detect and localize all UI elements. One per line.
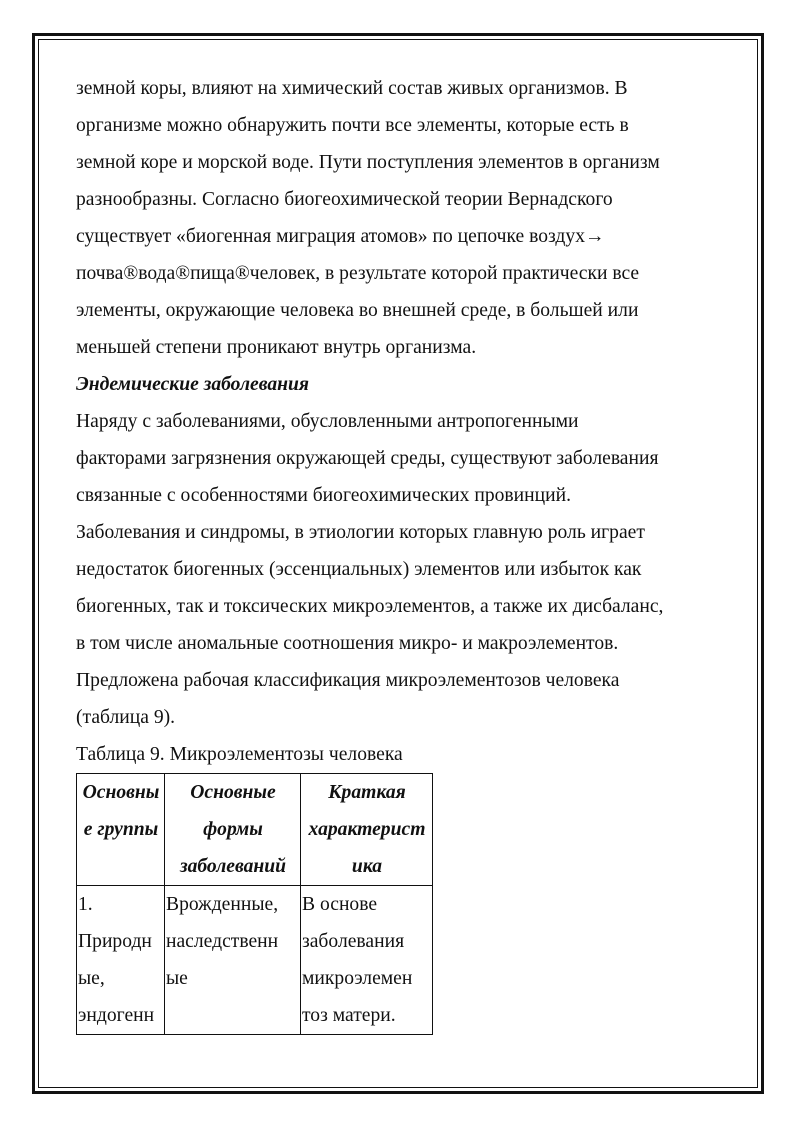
section-heading: Эндемические заболевания: [76, 374, 310, 395]
microelementoses-table: [76, 773, 433, 1035]
text-line: Наряду с заболеваниями, обусловленными антропогенными: [76, 411, 579, 432]
cell-text: 1.: [78, 894, 93, 915]
cell-text: микроэлемен: [302, 968, 413, 989]
text-line: Предложена рабочая классификация микроэлементозов человека: [76, 670, 620, 691]
cell-text: формы: [203, 819, 263, 840]
cell-text: Краткая: [328, 782, 406, 803]
table-header-cell: [165, 774, 301, 886]
cell-text: ые,: [78, 968, 105, 989]
cell-text: Природн: [78, 931, 152, 952]
table-header-row: [77, 774, 433, 886]
table-cell: [77, 886, 165, 1035]
table-row: [77, 886, 433, 1035]
cell-text: Основные: [190, 782, 276, 803]
cell-text: Основны: [82, 782, 160, 803]
text-line: (таблица 9).: [76, 707, 176, 728]
text-line: земной коры, влияют на химический состав живых организмов. В: [76, 78, 628, 99]
cell-text: тоз матери.: [302, 1005, 396, 1026]
cell-text: заболеваний: [179, 856, 287, 877]
cell-text: характерист: [308, 819, 426, 840]
cell-text: заболевания: [302, 931, 405, 952]
text-line: существует «биогенная миграция атомов» по цепочке воздух→: [76, 226, 605, 247]
cell-text: Врожденные,: [166, 894, 279, 915]
cell-text: ые: [166, 968, 188, 989]
text-line: почва®вода®пища®человек, в результате которой практически все: [76, 263, 640, 284]
paragraph-migration: [76, 70, 736, 366]
text-line: организме можно обнаружить почти все элементы, которые есть в: [76, 115, 629, 136]
text-line: биогенных, так и токсических микроэлементов, а также их дисбаланс,: [76, 596, 664, 617]
table-header-cell: [301, 774, 433, 886]
text-line: связанные с особенностями биогеохимических провинций.: [76, 485, 572, 506]
text-line: элементы, окружающие человека во внешней среде, в большей или: [76, 300, 639, 321]
table-caption: Таблица 9. Микроэлементозы человека: [76, 744, 403, 765]
cell-text: ика: [351, 856, 383, 877]
document-body: [76, 70, 736, 1035]
paragraph-endemic: [76, 403, 736, 736]
text-line: разнообразны. Согласно биогеохимической теории Вернадского: [76, 189, 613, 210]
cell-text: В основе: [302, 894, 378, 915]
cell-text: эндогенн: [78, 1005, 155, 1026]
text-line: недостаток биогенных (эссенциальных) элементов или избыток как: [76, 559, 642, 580]
text-line: меньшей степени проникают внутрь организма.: [76, 337, 477, 358]
cell-text: е группы: [83, 819, 159, 840]
cell-text: наследственн: [166, 931, 279, 952]
table-cell: [165, 886, 301, 1035]
table-cell: [301, 886, 433, 1035]
text-line: факторами загрязнения окружающей среды, существуют заболевания: [76, 448, 659, 469]
table-header-cell: [77, 774, 165, 886]
text-line: в том числе аномальные соотношения микро- и макроэлементов.: [76, 633, 619, 654]
text-line: Заболевания и синдромы, в этиологии которых главную роль играет: [76, 522, 645, 543]
text-line: земной коре и морской воде. Пути поступления элементов в организм: [76, 152, 660, 173]
